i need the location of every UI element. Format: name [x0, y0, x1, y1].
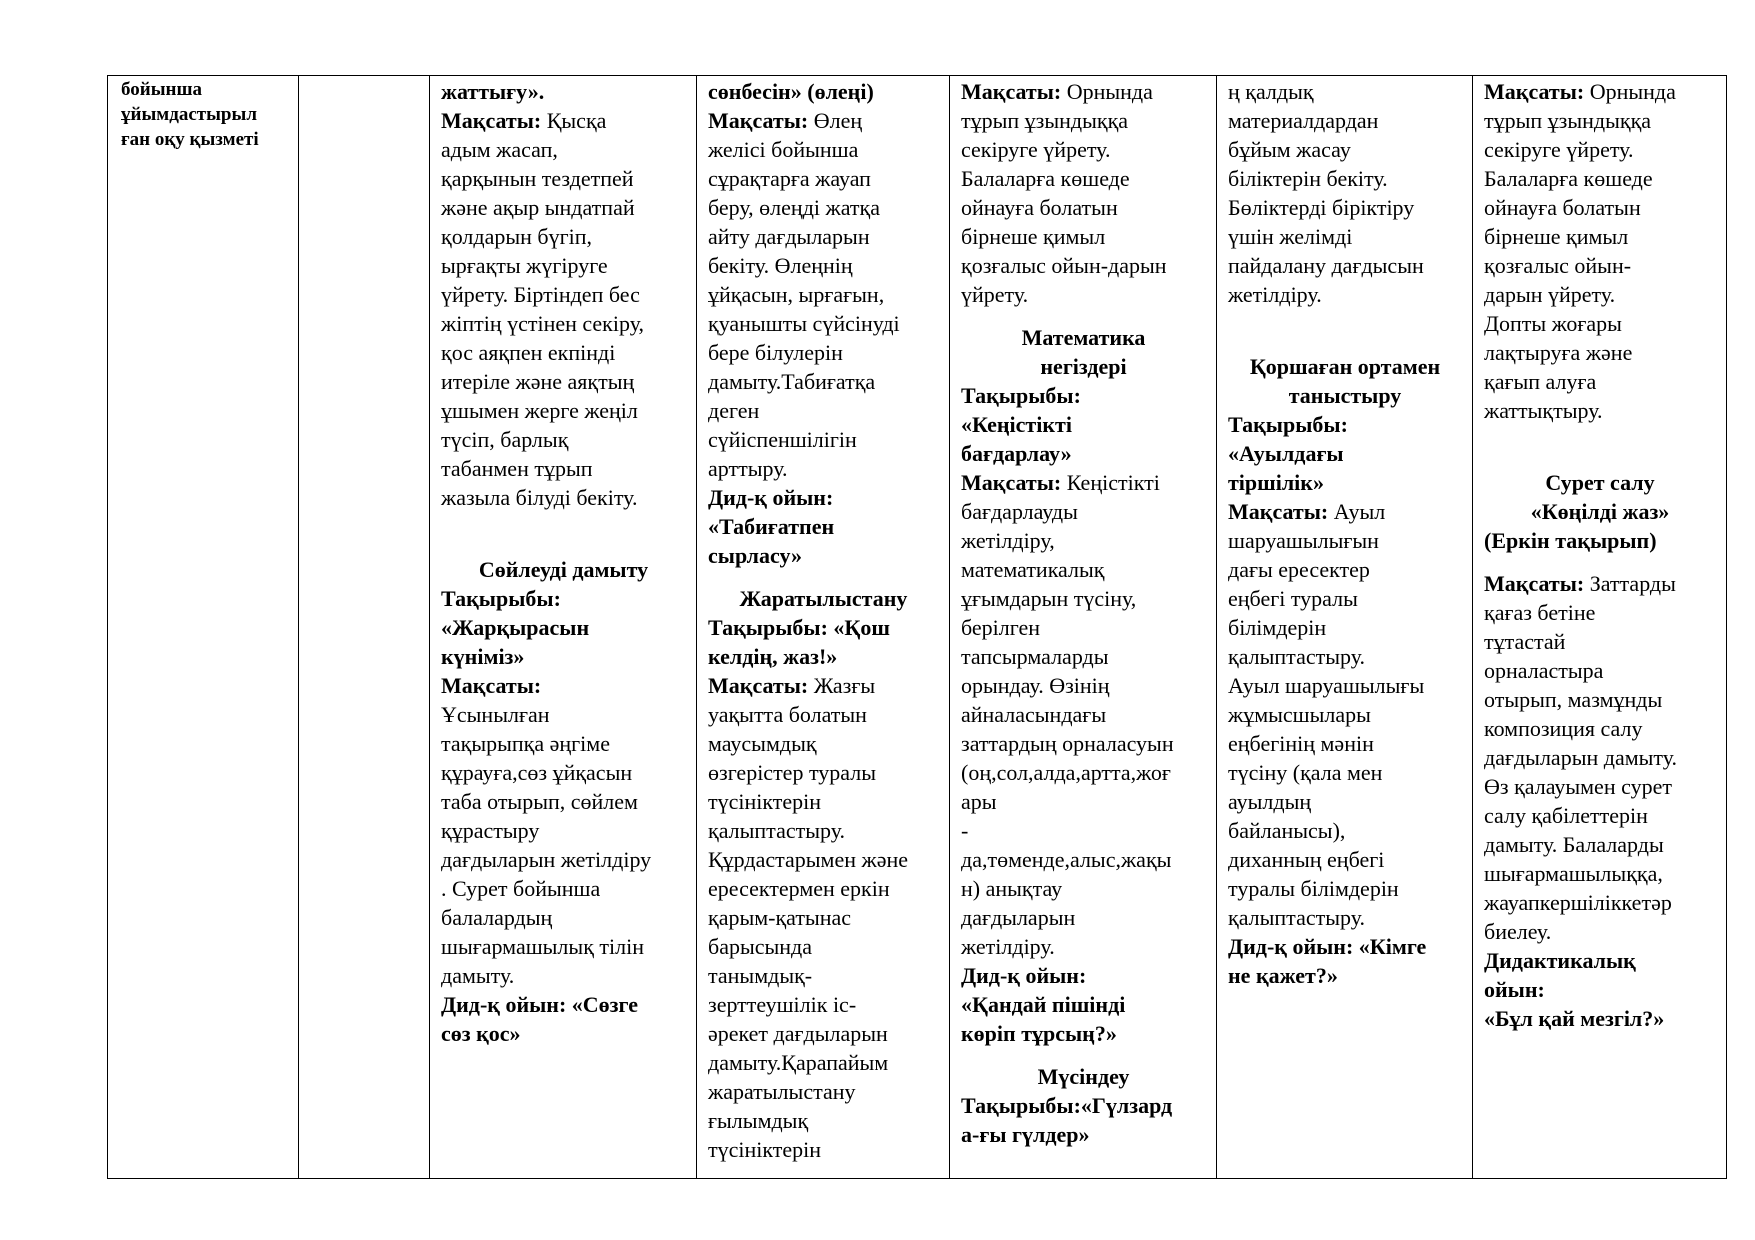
- row-header-cell: [108, 76, 299, 1179]
- topic-label: Тақырыбы:: [441, 586, 561, 611]
- text-line: бірнеше қимыл: [961, 224, 1106, 249]
- text-line: итеріле және аяқтың: [441, 369, 635, 394]
- text-line: құрауға,сөз ұйқасын: [441, 760, 633, 785]
- text-line: зерттеушілік іс-: [708, 992, 857, 1017]
- spacer: [1484, 425, 1716, 454]
- text-line: жауапкершіліккетәр: [1484, 890, 1672, 915]
- text-line: өзгерістер туралы: [708, 760, 876, 785]
- text-line: ары: [961, 789, 997, 814]
- game-title: көріп тұрсың?»: [961, 1021, 1117, 1046]
- topic-label: Тақырыбы:: [961, 383, 1081, 408]
- text-line: шаруашылығын: [1228, 528, 1379, 553]
- goal-line: [961, 77, 1206, 106]
- text-line: н) анықтау: [961, 876, 1063, 901]
- field-label: Мақсаты:: [1484, 571, 1585, 596]
- topic-title: а-ғы гүлдер»: [961, 1122, 1090, 1147]
- tuesday-cell: [697, 76, 950, 1179]
- spacer: [961, 1048, 1206, 1062]
- text-line: Балаларға көшеде: [961, 166, 1130, 191]
- empty-cell: [299, 76, 430, 1179]
- text-line: биелеу.: [1484, 919, 1552, 944]
- goal-line: [961, 468, 1206, 497]
- subject-title: негіздері: [1040, 354, 1127, 379]
- text-line: жетілдіру.: [1228, 282, 1322, 307]
- text-line: орындау. Өзінің: [961, 673, 1110, 698]
- topic-line: [708, 613, 939, 642]
- goal-line: [1484, 569, 1716, 598]
- topic-title: «Жарқырасын: [441, 615, 590, 640]
- text-line: диханның еңбегі: [1228, 847, 1385, 872]
- row-header-line: ұйымдастырыл: [121, 104, 257, 125]
- text-line: адым жасап,: [441, 137, 558, 162]
- thursday-cell: [1217, 76, 1473, 1179]
- text-line: деген: [708, 398, 760, 423]
- text-line: қуанышты сүйсінуді: [708, 311, 900, 336]
- goal-line: [441, 106, 686, 135]
- game-title: «Табиғатпен: [708, 514, 835, 539]
- subject-title: Қоршаған ортамен: [1249, 354, 1441, 379]
- text-line: түсіп, барлық: [441, 427, 569, 452]
- text-line: қос аяқпен екпінді: [441, 340, 616, 365]
- text-line: Құрдастарымен және: [708, 847, 908, 872]
- game-title: сөз қос»: [441, 1021, 521, 1046]
- game-title: не қажет?»: [1228, 963, 1338, 988]
- text-line: қалыптастыру.: [1228, 644, 1365, 669]
- subject-title: Жаратылыстану: [739, 586, 908, 611]
- spacer: [1228, 338, 1462, 352]
- text-line: тұрып ұзындыққа: [961, 108, 1129, 133]
- text-line: ересектермен еркін: [708, 876, 890, 901]
- text-line: лақтыруға және: [1484, 340, 1633, 365]
- topic-title: күніміз»: [441, 644, 525, 669]
- topic-title: Тақырыбы:«Гүлзард: [961, 1093, 1173, 1118]
- spacer: [441, 541, 686, 555]
- field-value: Заттарды: [1584, 571, 1676, 596]
- text-line: түсіну (қала мен: [1228, 760, 1383, 785]
- field-label: Мақсаты:: [441, 108, 542, 133]
- text-line: орналастыра: [1484, 658, 1604, 683]
- text-line: секіруге үйрету.: [961, 137, 1111, 162]
- text-line: сұрақтарға жауап: [708, 166, 871, 191]
- text-line: үйрету. Біртіндеп бес: [441, 282, 640, 307]
- topic-label: Тақырыбы:: [1228, 412, 1348, 437]
- text-line: Ұсынылған: [441, 702, 550, 727]
- text-line: да,төменде,алыс,жақы: [961, 847, 1172, 872]
- text-line: қарым-қатынас: [708, 905, 852, 930]
- text-line: сүйіспеншілігін: [708, 427, 857, 452]
- text-line: таба отырып, сөйлем: [441, 789, 638, 814]
- text-line: үшін желімді: [1228, 224, 1353, 249]
- field-label: Мақсаты:: [1228, 499, 1329, 524]
- topic-title: «Ауылдағы: [1228, 441, 1344, 466]
- text-line: ұғымдарын түсіну,: [961, 586, 1137, 611]
- text-line: сөнбесін» (өлеңі): [708, 79, 874, 104]
- goal-line: [708, 106, 939, 135]
- text-line: дағдыларын: [961, 905, 1076, 930]
- text-line: секіруге үйрету.: [1484, 137, 1634, 162]
- text-line: арттыру.: [708, 456, 788, 481]
- topic-title: (Еркін тақырып): [1484, 528, 1657, 553]
- spacer: [961, 309, 1206, 323]
- subject-title: Математика: [1021, 325, 1146, 350]
- text-line: математикалық: [961, 557, 1105, 582]
- text-line: бере білулерін: [708, 340, 843, 365]
- text-line: отырып, мазмұнды: [1484, 687, 1663, 712]
- text-line: дамыту.: [441, 963, 515, 988]
- goal-line: [1228, 497, 1462, 526]
- game-title: Дид-қ ойын: «Сөзге: [441, 992, 638, 1017]
- subject-title: Сурет салу: [1545, 470, 1655, 495]
- table-row: [108, 76, 1727, 1179]
- text-line: бағдарлауды: [961, 499, 1078, 524]
- text-line: үйрету.: [961, 282, 1029, 307]
- field-label: Мақсаты:: [708, 673, 809, 698]
- field-value: Кеңістікті: [1061, 470, 1160, 495]
- text-line: Бөліктерді біріктіру: [1228, 195, 1415, 220]
- text-line: материалдардан: [1228, 108, 1379, 133]
- game-title: «Қандай пішінді: [961, 992, 1126, 1017]
- game-title: Дидактикалық: [1484, 948, 1636, 973]
- text-line: жіптің үстінен секіру,: [441, 311, 644, 336]
- text-line: шығармашылық тілін: [441, 934, 644, 959]
- text-line: Ауыл шаруашылығы: [1228, 673, 1425, 698]
- text-line: ырғақты жүгіруге: [441, 253, 608, 278]
- text-line: қағаз бетіне: [1484, 600, 1596, 625]
- text-line: білімдерін: [1228, 615, 1327, 640]
- text-line: жаттығу».: [441, 79, 545, 104]
- text-line: жетілдіру,: [961, 528, 1055, 553]
- text-line: берілген: [961, 615, 1041, 640]
- text-line: дағдыларын дамыту.: [1484, 745, 1678, 770]
- game-title: сырласу»: [708, 543, 802, 568]
- text-line: Допты жоғары: [1484, 311, 1622, 336]
- text-line: салу қабілеттерін: [1484, 803, 1648, 828]
- text-line: желісі бойынша: [708, 137, 859, 162]
- text-line: (оң,сол,алда,артта,жоғ: [961, 760, 1171, 785]
- text-line: шығармашылыққа,: [1484, 861, 1663, 886]
- topic-title: келдің, жаз!»: [708, 644, 838, 669]
- text-line: дамыту.Табиғатқа: [708, 369, 876, 394]
- field-value: Жазғы: [808, 673, 876, 698]
- text-line: қалыптастыру.: [1228, 905, 1365, 930]
- topic-label: Тақырыбы:: [708, 615, 828, 640]
- topic-title: «Көңілді жаз»: [1530, 499, 1670, 524]
- spacer: [1228, 309, 1462, 338]
- text-line: қозғалыс ойын-: [1484, 253, 1632, 278]
- text-line: біліктерін бекіту.: [1228, 166, 1388, 191]
- field-value: Ауыл: [1328, 499, 1386, 524]
- text-line: ұйқасын, ырғағын,: [708, 282, 885, 307]
- text-line: жазыла білуді бекіту.: [441, 485, 638, 510]
- spacer: [1484, 454, 1716, 468]
- text-line: еңбегі туралы: [1228, 586, 1358, 611]
- text-line: қалыптастыру.: [708, 818, 845, 843]
- text-line: беру, өлеңді жатқа: [708, 195, 880, 220]
- spacer: [441, 512, 686, 541]
- subject-title: Мүсіндеу: [1037, 1064, 1130, 1089]
- monday-cell: [430, 76, 697, 1179]
- text-line: барысында: [708, 934, 813, 959]
- text-line: бекіту. Өлеңнің: [708, 253, 853, 278]
- text-line: қозғалыс ойын-дарын: [961, 253, 1167, 278]
- text-line: айналасындағы: [961, 702, 1107, 727]
- wednesday-cell: [950, 76, 1217, 1179]
- text-line: байланысы),: [1228, 818, 1346, 843]
- text-line: -: [961, 818, 969, 843]
- text-line: маусымдық: [708, 731, 817, 756]
- row-header-line: бойынша: [121, 79, 203, 100]
- lesson-plan-table: [107, 75, 1727, 1179]
- text-line: дамыту.Қарапайым: [708, 1050, 889, 1075]
- text-line: түсініктерін: [708, 1137, 822, 1162]
- text-line: және ақыр ындатпай: [441, 195, 635, 220]
- text-line: композиция салу: [1484, 716, 1643, 741]
- field-value: Қысқа: [541, 108, 607, 133]
- game-title: «Бұл қай мезгіл?»: [1484, 1006, 1665, 1031]
- text-line: еңбегінің мәнін: [1228, 731, 1374, 756]
- field-value: Орнында: [1061, 79, 1153, 104]
- text-line: табанмен тұрып: [441, 456, 593, 481]
- text-line: тұтастай: [1484, 629, 1566, 654]
- text-line: ауылдың: [1228, 789, 1312, 814]
- text-line: қағып алуға: [1484, 369, 1597, 394]
- field-label: Мақсаты:: [961, 79, 1062, 104]
- text-line: бірнеше қимыл: [1484, 224, 1629, 249]
- subject-title: Сөйлеуді дамыту: [478, 557, 649, 582]
- field-label: Мақсаты:: [961, 470, 1062, 495]
- text-line: танымдық-: [708, 963, 813, 988]
- text-line: жетілдіру.: [961, 934, 1055, 959]
- text-line: дағдыларын жетілдіру: [441, 847, 652, 872]
- topic-title: бағдарлау»: [961, 441, 1072, 466]
- goal-label: Мақсаты:: [441, 673, 542, 698]
- text-line: тақырыпқа әңгіме: [441, 731, 610, 756]
- goal-line: [708, 671, 939, 700]
- text-line: заттардың орналасуын: [961, 731, 1174, 756]
- text-line: ойнауға болатын: [1484, 195, 1641, 220]
- text-line: Балаларға көшеде: [1484, 166, 1653, 191]
- text-line: жаттықтыру.: [1484, 398, 1603, 423]
- text-line: ғылымдық: [708, 1108, 809, 1133]
- text-line: жұмысшылары: [1228, 702, 1371, 727]
- game-title: Дид-қ ойын:: [708, 485, 834, 510]
- friday-cell: [1473, 76, 1727, 1179]
- text-line: дағы ересектер: [1228, 557, 1370, 582]
- topic-title: «Кеңістікті: [961, 412, 1072, 437]
- text-line: уақытта болатын: [708, 702, 867, 727]
- text-line: дамыту. Балаларды: [1484, 832, 1664, 857]
- field-label: Мақсаты:: [708, 108, 809, 133]
- text-line: қолдарын бүгіп,: [441, 224, 592, 249]
- text-line: . Сурет бойынша: [441, 876, 601, 901]
- text-line: туралы білімдерін: [1228, 876, 1399, 901]
- row-header-line: ған оқу қызметі: [121, 129, 259, 150]
- text-line: ұшымен жерге жеңіл: [441, 398, 638, 423]
- topic-title: «Қош: [827, 615, 890, 640]
- subject-title: таныстыру: [1288, 383, 1402, 408]
- text-line: балалардың: [441, 905, 553, 930]
- text-line: Өз қалауымен сурет: [1484, 774, 1672, 799]
- text-line: дарын үйрету.: [1484, 282, 1616, 307]
- text-line: ойнауға болатын: [961, 195, 1118, 220]
- text-line: түсініктерін: [708, 789, 822, 814]
- text-line: қарқынын тездетпей: [441, 166, 634, 191]
- field-value: Өлең: [808, 108, 863, 133]
- goal-line: [1484, 77, 1716, 106]
- game-title: ойын:: [1484, 977, 1545, 1002]
- field-value: Орнында: [1584, 79, 1676, 104]
- text-line: құрастыру: [441, 818, 540, 843]
- text-line: тапсырмаларды: [961, 644, 1109, 669]
- spacer: [708, 570, 939, 584]
- text-line: айту дағдыларын: [708, 224, 870, 249]
- field-label: Мақсаты:: [1484, 79, 1585, 104]
- text-line: пайдалану дағдысын: [1228, 253, 1424, 278]
- text-line: тұрып ұзындыққа: [1484, 108, 1652, 133]
- spacer: [1484, 555, 1716, 569]
- text-line: ң қалдық: [1228, 79, 1314, 104]
- game-title: Дид-қ ойын:: [961, 963, 1087, 988]
- text-line: әрекет дағдыларын: [708, 1021, 888, 1046]
- text-line: бұйым жасау: [1228, 137, 1351, 162]
- game-title: Дид-қ ойын: «Кімге: [1228, 934, 1427, 959]
- topic-title: тіршілік»: [1228, 470, 1324, 495]
- text-line: жаратылыстану: [708, 1079, 856, 1104]
